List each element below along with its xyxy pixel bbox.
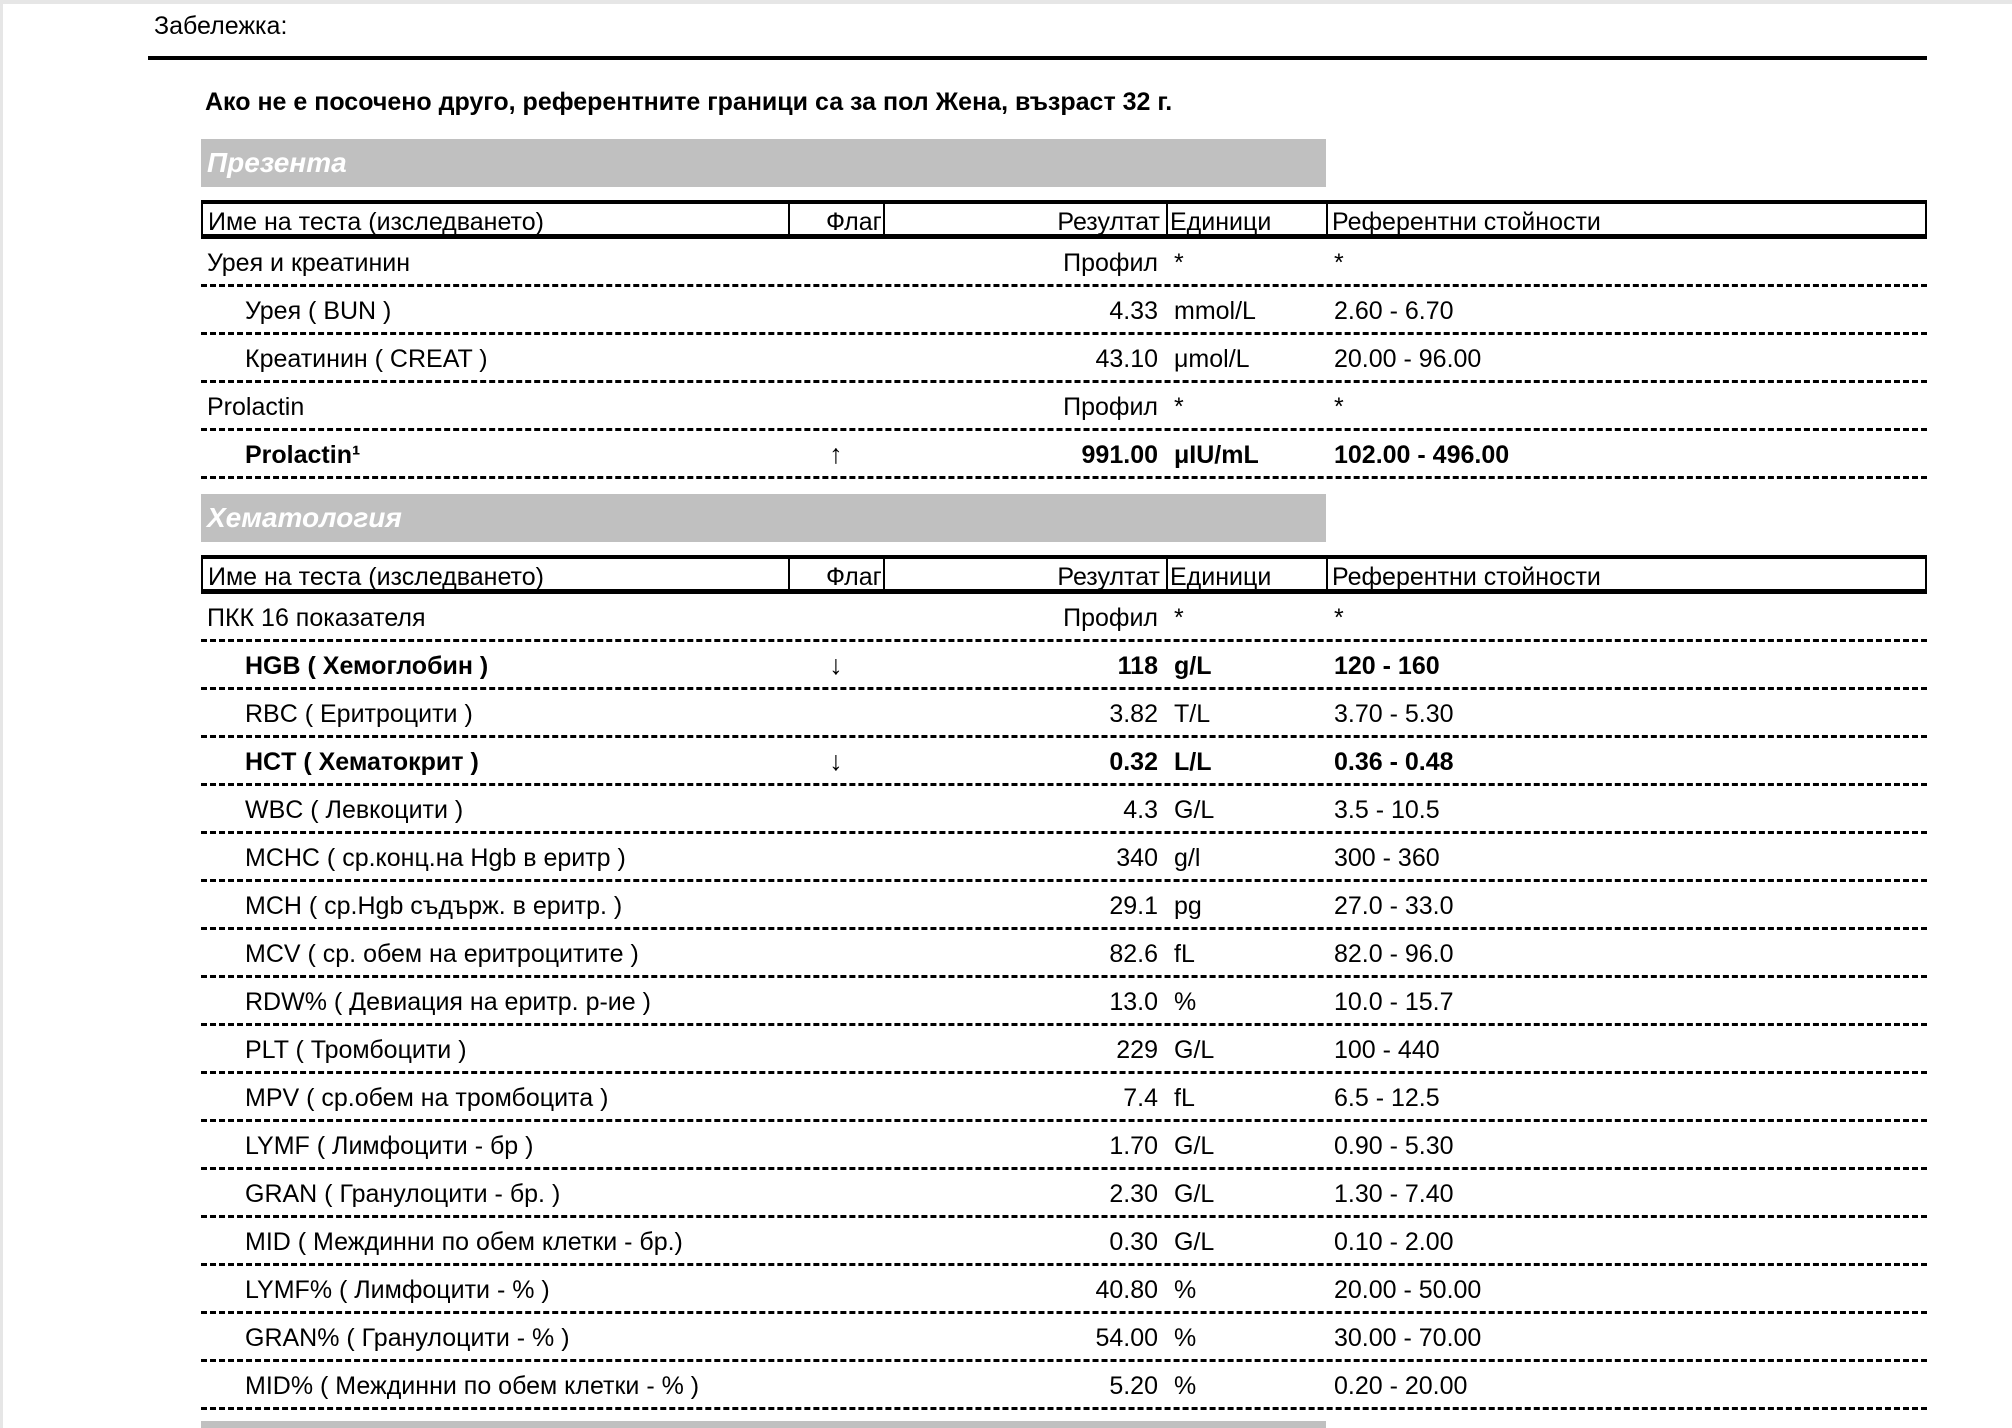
flag-high-arrow-icon: ↑ <box>829 439 843 469</box>
table-row <box>201 1218 1927 1266</box>
cell-reference: 300 - 360 <box>1334 844 1440 872</box>
cell-units: G/L <box>1174 796 1215 824</box>
column-separator <box>1166 204 1168 234</box>
cell-units: L/L <box>1174 748 1212 776</box>
cell-reference: 20.00 - 96.00 <box>1334 345 1482 373</box>
table-row <box>201 1362 1927 1410</box>
cell-name: GRAN ( Гранулоцити - бр. ) <box>245 1180 561 1208</box>
cell-reference: 0.10 - 2.00 <box>1334 1228 1454 1256</box>
cell-reference: 6.5 - 12.5 <box>1334 1084 1440 1112</box>
column-header-reference: Референтни стойности <box>1332 208 1601 236</box>
table-row <box>201 594 1927 642</box>
table-header <box>201 555 1927 594</box>
table-row <box>201 690 1927 738</box>
cell-result: 0.30 <box>1109 1228 1158 1256</box>
table-row <box>201 786 1927 834</box>
reference-note: Ако не е посочено друго, референтните граници са за пол Жена, възраст 32 г. <box>205 88 1173 116</box>
cell-result: Профил <box>1063 604 1158 632</box>
cell-name: Урея и креатинин <box>207 249 411 277</box>
column-separator <box>1326 559 1328 589</box>
cell-result: 4.3 <box>1123 796 1158 824</box>
cell-result: 40.80 <box>1095 1276 1158 1304</box>
cell-units: % <box>1174 1276 1197 1304</box>
section-header <box>201 494 1326 542</box>
column-header-result: Резултат <box>1057 563 1160 591</box>
cell-name: MCHC ( ср.конц.на Hgb в еритр ) <box>245 844 626 872</box>
cell-units: fL <box>1174 1084 1195 1112</box>
flag-low-arrow-icon: ↓ <box>829 650 843 680</box>
cell-result: 4.33 <box>1109 297 1158 325</box>
cell-result: Профил <box>1063 249 1158 277</box>
cell-units: G/L <box>1174 1180 1215 1208</box>
cell-result: 340 <box>1116 844 1158 872</box>
cell-name: WBC ( Левкоцити ) <box>245 796 464 824</box>
cell-reference: 20.00 - 50.00 <box>1334 1276 1482 1304</box>
cell-name: HCT ( Хематокрит ) <box>245 748 479 776</box>
section-header <box>201 139 1326 187</box>
table-row <box>201 738 1927 786</box>
cell-units: * <box>1174 393 1184 421</box>
cell-units: G/L <box>1174 1228 1215 1256</box>
cell-result: 43.10 <box>1095 345 1158 373</box>
cell-result: 29.1 <box>1109 892 1158 920</box>
table-row <box>201 642 1927 690</box>
cell-name: GRAN% ( Гранулоцити - % ) <box>245 1324 570 1352</box>
column-separator <box>1326 204 1328 234</box>
cell-units: fL <box>1174 940 1195 968</box>
cell-result: 2.30 <box>1109 1180 1158 1208</box>
column-header-result: Резултат <box>1057 208 1160 236</box>
section-title: Презента <box>207 147 347 178</box>
column-separator <box>883 204 885 234</box>
table-row <box>201 930 1927 978</box>
cell-reference: 0.36 - 0.48 <box>1334 748 1454 776</box>
table-row <box>201 239 1927 287</box>
cell-reference: 82.0 - 96.0 <box>1334 940 1454 968</box>
cell-name: MID ( Междинни по обем клетки - бр.) <box>245 1228 683 1256</box>
table-header <box>201 200 1927 239</box>
cell-name: MCH ( ср.Hgb съдърж. в еритр. ) <box>245 892 623 920</box>
divider <box>148 56 1927 60</box>
table-row <box>201 978 1927 1026</box>
cell-result: Профил <box>1063 393 1158 421</box>
cell-name: ПКК 16 показателя <box>207 604 426 632</box>
cell-name: MID% ( Междинни по обем клетки - % ) <box>245 1372 700 1400</box>
table-row <box>201 431 1927 479</box>
table-row <box>201 882 1927 930</box>
column-separator <box>883 559 885 589</box>
cell-reference: 120 - 160 <box>1334 652 1440 680</box>
cell-name: Prolactin <box>207 393 305 421</box>
table-row <box>201 834 1927 882</box>
column-header-flag: Флаг <box>826 208 882 236</box>
cell-reference: * <box>1334 249 1344 277</box>
table-row <box>201 1266 1927 1314</box>
column-header-flag: Флаг <box>826 563 882 591</box>
cell-units: T/L <box>1174 700 1211 728</box>
cell-reference: 0.90 - 5.30 <box>1334 1132 1454 1160</box>
table-row <box>201 1026 1927 1074</box>
table-row <box>201 1170 1927 1218</box>
column-header-reference: Референтни стойности <box>1332 563 1601 591</box>
page-left-edge <box>0 0 3 1428</box>
cell-units: * <box>1174 604 1184 632</box>
cell-result: 991.00 <box>1081 441 1158 469</box>
next-section-bar <box>201 1421 1326 1428</box>
cell-result: 5.20 <box>1109 1372 1158 1400</box>
cell-units: % <box>1174 1324 1197 1352</box>
cell-name: Урея ( BUN ) <box>245 297 392 325</box>
table-row <box>201 383 1927 431</box>
cell-units: g/l <box>1174 844 1201 872</box>
cell-reference: 3.70 - 5.30 <box>1334 700 1454 728</box>
cell-units: pg <box>1174 892 1202 920</box>
cell-name: MCV ( ср. обем на еритроцитите ) <box>245 940 639 968</box>
cell-reference: 27.0 - 33.0 <box>1334 892 1454 920</box>
cell-name: LYMF% ( Лимфоцити - % ) <box>245 1276 550 1304</box>
cell-result: 118 <box>1117 652 1158 680</box>
cell-name: HGB ( Хемоглобин ) <box>245 652 489 680</box>
table-row <box>201 1122 1927 1170</box>
cell-reference: * <box>1334 393 1344 421</box>
cell-result: 0.32 <box>1109 748 1158 776</box>
cell-result: 229 <box>1116 1036 1158 1064</box>
column-header-units: Единици <box>1170 208 1272 236</box>
cell-reference: 2.60 - 6.70 <box>1334 297 1454 325</box>
cell-result: 13.0 <box>1109 988 1158 1016</box>
cell-result: 54.00 <box>1095 1324 1158 1352</box>
table-row <box>201 1314 1927 1362</box>
cell-units: mmol/L <box>1174 297 1256 325</box>
table-row <box>201 1074 1927 1122</box>
page-top-edge <box>0 0 2012 4</box>
cell-units: G/L <box>1174 1132 1215 1160</box>
cell-name: Prolactin¹ <box>245 441 361 469</box>
section-title: Хематология <box>207 502 402 533</box>
cell-name: PLT ( Тромбоцити ) <box>245 1036 467 1064</box>
cell-reference: 3.5 - 10.5 <box>1334 796 1440 824</box>
column-header-units: Единици <box>1170 563 1272 591</box>
cell-name: LYMF ( Лимфоцити - бр ) <box>245 1132 534 1160</box>
cell-name: Креатинин ( CREAT ) <box>245 345 488 373</box>
cell-reference: * <box>1334 604 1344 632</box>
cell-units: % <box>1174 988 1197 1016</box>
cell-reference: 10.0 - 15.7 <box>1334 988 1454 1016</box>
cell-result: 3.82 <box>1109 700 1158 728</box>
cell-result: 1.70 <box>1109 1132 1158 1160</box>
cell-result: 7.4 <box>1123 1084 1158 1112</box>
note-label: Забележка: <box>154 12 288 40</box>
cell-name: RBC ( Еритроцити ) <box>245 700 473 728</box>
cell-name: MPV ( ср.обем на тромбоцита ) <box>245 1084 609 1112</box>
cell-units: μIU/mL <box>1174 441 1259 469</box>
cell-reference: 100 - 440 <box>1334 1036 1440 1064</box>
cell-units: g/L <box>1174 652 1212 680</box>
column-header-name: Име на теста (изследването) <box>208 563 544 591</box>
cell-units: * <box>1174 249 1184 277</box>
column-header-name: Име на теста (изследването) <box>208 208 544 236</box>
column-separator <box>788 204 790 234</box>
cell-reference: 0.20 - 20.00 <box>1334 1372 1468 1400</box>
cell-result: 82.6 <box>1109 940 1158 968</box>
cell-reference: 1.30 - 7.40 <box>1334 1180 1454 1208</box>
column-separator <box>1166 559 1168 589</box>
column-separator <box>788 559 790 589</box>
flag-low-arrow-icon: ↓ <box>829 746 843 776</box>
cell-units: % <box>1174 1372 1197 1400</box>
cell-reference: 102.00 - 496.00 <box>1334 441 1510 469</box>
cell-units: μmol/L <box>1174 345 1250 373</box>
cell-reference: 30.00 - 70.00 <box>1334 1324 1482 1352</box>
table-row <box>201 287 1927 335</box>
cell-name: RDW% ( Девиация на еритр. р-ие ) <box>245 988 651 1016</box>
cell-units: G/L <box>1174 1036 1215 1064</box>
table-row <box>201 335 1927 383</box>
